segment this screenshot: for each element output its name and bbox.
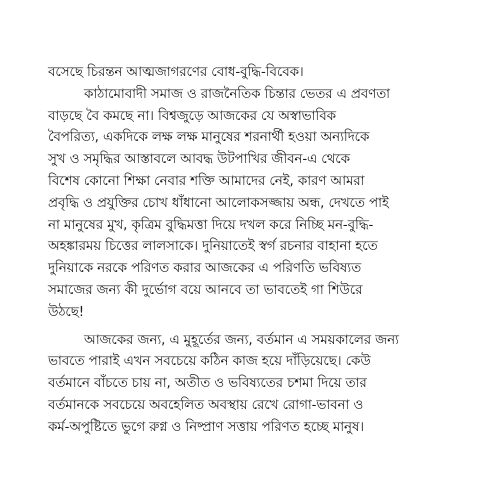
paragraph-2 [48,84,440,324]
text-line: না মানুষের মুখ, কৃত্রিম বুদ্ধিমত্তা দিয়ে দখল করে নিচ্ছি মন-বুদ্ধি- [48,217,374,233]
text-line: কাঠামোবাদী সমাজ ও রাজনৈতিক চিন্তার ভেতর এ প্রবণতা [84,86,390,102]
text-line: অহঙ্কারময় চিত্তের লালসাকে। দুনিয়াতেই স্বর্গ রচনার বাহানা হতে [48,239,378,255]
text-line: সমাজের জন্য কী দুর্ভোগ বয়ে আনবে তা ভাবতেই গা শিউরে [48,282,363,298]
text-line: দুনিয়াকে নরকে পরিণত করার আজকের এ পরিণতি ভবিষ্যত [48,261,362,277]
text-line: বসেছে চিরন্তন আত্মজাগরণের বোধ-বুদ্ধি-বিবেক। [48,65,304,80]
paragraph-1 [48,62,440,84]
text-line: কর্ম-অপুষ্টিতে ভুগে রুগ্ন ও নিষ্প্রাণ সত্তায় পরিণত হচ্ছে মানুষ। [48,419,364,435]
text-line: বৈপরিত্য, একদিকে লক্ষ লক্ষ মানুষের শরনার্থী হওয়া অন্যদিকে [48,130,370,146]
text-line: বর্তমানকে সবচেয়ে অবহেলিত অবস্থায় রেখে রোগা-ভাবনা ও [48,397,364,413]
text-line: প্রবৃদ্ধি ও প্রযুক্তির চোখ ধাঁধানো আলোকসজ্জায় অন্ধ, দেখতে পাই [48,195,389,211]
text-line: বিশেষ কোনো শিক্ষা নেবার শক্তি আমাদের নেই, কারণ আমরা [48,173,365,189]
text-line: সুখ ও সমৃদ্ধির আস্তাবলে আবদ্ধ উটপাখির জীবন-এ থেকে [48,152,350,168]
text-line: উঠছে! [48,304,85,320]
body-text [48,62,440,439]
text-line: বর্তমানে বাঁচতে চায় না, অতীত ও ভবিষ্যতের চশমা দিয়ে তার [48,376,367,392]
text-line: বাড়ছে বৈ কমছে না। বিশ্বজুড়ে আজকের যে অস্বাভাবিক [48,108,336,124]
text-line: আজকের জন্য, এ মুহূর্তের জন্য, বর্তমান এ সময়কালের জন্য [84,332,399,348]
paragraph-3 [48,330,440,439]
text-line: ভাবতে পারাই এখন সবচেয়ে কঠিন কাজ হয়ে দাঁড়িয়েছে। কেউ [48,354,371,370]
